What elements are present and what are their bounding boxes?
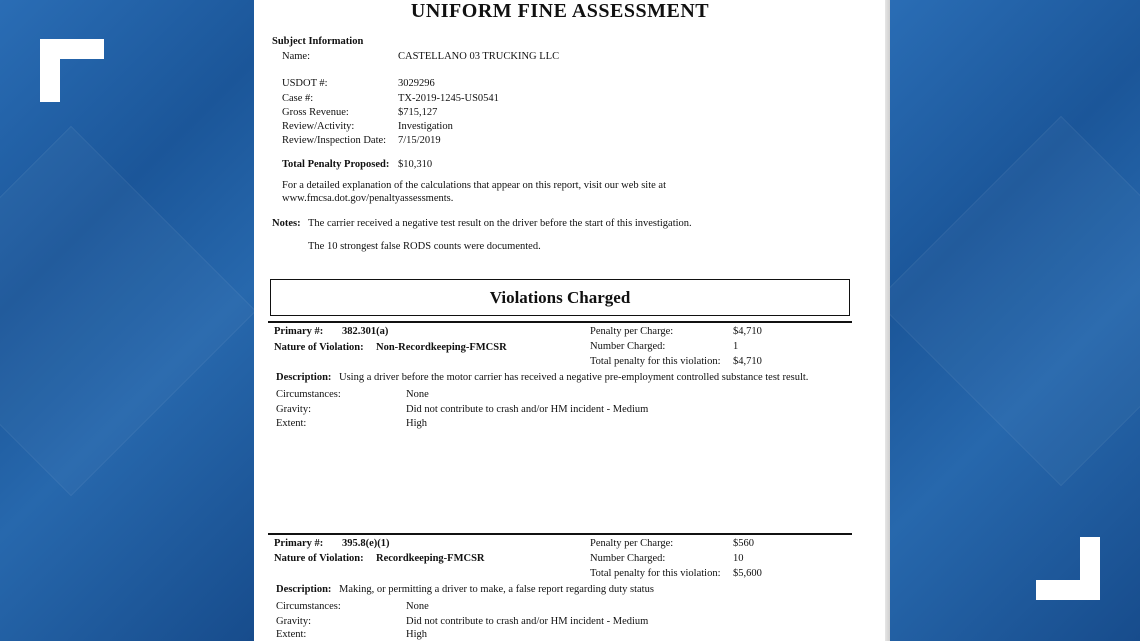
gravity-value: Did not contribute to crash and/or HM incident - Medium xyxy=(406,616,649,627)
number-charged-label: Number Charged: xyxy=(590,341,666,352)
gross-revenue-label: Gross Revenue: xyxy=(282,107,349,118)
total-penalty-value: $10,310 xyxy=(398,159,433,170)
extent-value: High xyxy=(406,418,427,429)
primary-value: 395.8(e)(1) xyxy=(342,538,390,549)
page-edge-shadow xyxy=(885,0,890,641)
section-divider xyxy=(268,533,852,535)
case-value: TX-2019-1245-US0541 xyxy=(398,93,499,104)
circumstances-label: Circumstances: xyxy=(276,601,341,612)
document-title: UNIFORM FINE ASSESSMENT xyxy=(410,0,710,22)
note-item: The 10 strongest false RODS counts were documented. xyxy=(308,241,541,252)
document-page xyxy=(254,0,890,641)
name-label: Name: xyxy=(282,51,310,62)
number-charged-value: 1 xyxy=(733,341,739,352)
review-date-label: Review/Inspection Date: xyxy=(282,135,387,146)
circumstances-value: None xyxy=(406,389,429,400)
penalty-per-charge-label: Penalty per Charge: xyxy=(590,538,674,549)
primary-value: 382.301(a) xyxy=(342,326,389,337)
section-divider xyxy=(268,321,852,323)
nature-value: Recordkeeping-FMCSR xyxy=(376,553,485,564)
notes-label: Notes: xyxy=(272,218,301,229)
gravity-value: Did not contribute to crash and/or HM incident - Medium xyxy=(406,404,649,415)
note-item: The carrier received a negative test result on the driver before the start of this investigation. xyxy=(308,218,692,229)
description-label: Description: xyxy=(276,372,332,383)
nature-label: Nature of Violation: xyxy=(274,553,364,564)
description-label: Description: xyxy=(276,584,332,595)
case-label: Case #: xyxy=(282,93,314,104)
primary-label: Primary #: xyxy=(274,538,324,549)
primary-label: Primary #: xyxy=(274,326,324,337)
number-charged-label: Number Charged: xyxy=(590,553,666,564)
review-date-value: 7/15/2019 xyxy=(398,135,441,146)
description-value: Using a driver before the motor carrier has received a negative pre-employment controlled substance test result. xyxy=(339,372,809,383)
explanation-url: www.fmcsa.dot.gov/penaltyassessments. xyxy=(282,193,454,204)
penalty-per-charge-value: $4,710 xyxy=(733,326,762,337)
circumstances-value: None xyxy=(406,601,429,612)
extent-label: Extent: xyxy=(276,629,307,640)
violations-heading: Violations Charged xyxy=(489,288,631,307)
total-penalty-label: Total Penalty Proposed: xyxy=(282,159,390,170)
number-charged-value: 10 xyxy=(733,553,744,564)
penalty-per-charge-label: Penalty per Charge: xyxy=(590,326,674,337)
review-activity-value: Investigation xyxy=(398,121,453,132)
circumstances-label: Circumstances: xyxy=(276,389,341,400)
extent-label: Extent: xyxy=(276,418,307,429)
name-value: CASTELLANO 03 TRUCKING LLC xyxy=(398,51,560,62)
usdot-label: USDOT #: xyxy=(282,78,328,89)
total-violation-penalty-label: Total penalty for this violation: xyxy=(590,356,721,367)
nature-value: Non-Recordkeeping-FMCSR xyxy=(376,342,507,353)
nature-label: Nature of Violation: xyxy=(274,342,364,353)
violations-heading-box xyxy=(270,279,850,316)
description-value: Making, or permitting a driver to make, a false report regarding duty status xyxy=(339,584,654,595)
usdot-value: 3029296 xyxy=(398,78,435,89)
gross-revenue-value: $715,127 xyxy=(398,107,438,118)
extent-value: High xyxy=(406,629,427,640)
review-activity-label: Review/Activity: xyxy=(282,121,355,132)
explanation-text: For a detailed explanation of the calculations that appear on this report, visit our web site at xyxy=(282,180,667,191)
total-violation-penalty-value: $5,600 xyxy=(733,568,762,579)
subject-heading: Subject Information xyxy=(272,36,364,47)
penalty-per-charge-value: $560 xyxy=(733,538,754,549)
gravity-label: Gravity: xyxy=(276,404,311,415)
gravity-label: Gravity: xyxy=(276,616,311,627)
total-violation-penalty-label: Total penalty for this violation: xyxy=(590,568,721,579)
total-violation-penalty-value: $4,710 xyxy=(733,356,762,367)
